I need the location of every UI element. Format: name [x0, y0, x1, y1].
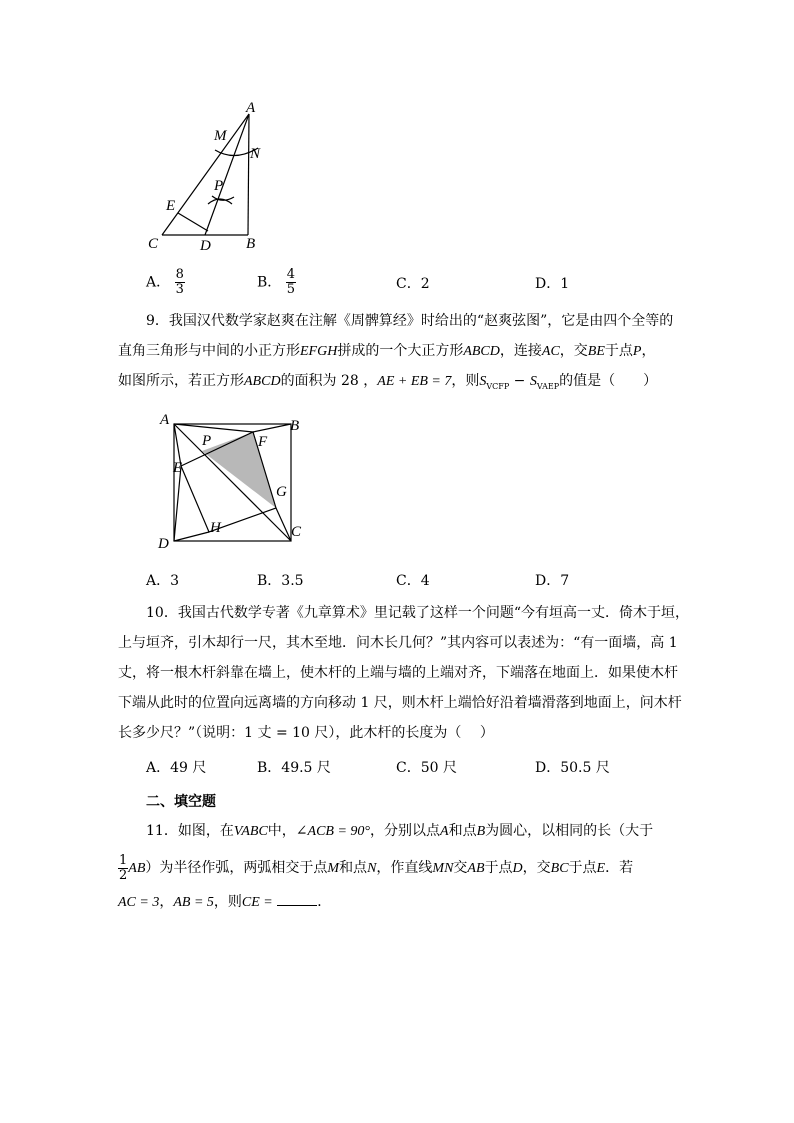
q10-option-d[interactable]: D．50.5 尺	[535, 760, 610, 776]
q10-option-a[interactable]: A．49 尺	[146, 760, 207, 776]
label-e: E	[173, 460, 183, 476]
line-fb	[253, 424, 291, 432]
label-c: C	[291, 524, 302, 540]
line-hd	[174, 532, 209, 541]
label-h: H	[210, 520, 221, 536]
q11-line-2: $\frac{1}{2}$ AB）为半径作弧，两弧相交于点M和点N，作直线MN交AB于点D，交BC于点E．若	[119, 852, 634, 883]
line-fa	[174, 424, 253, 432]
label-c: C	[148, 236, 159, 252]
label-g: G	[276, 484, 287, 500]
label-p: P	[202, 433, 212, 449]
fraction: $\frac{4}{5}$	[286, 267, 296, 297]
label-e: E	[166, 198, 176, 214]
label-b: B	[246, 236, 256, 252]
q10-line-3: 丈，将一根木杆斜靠在墙上，使木杆的上端与墙的上端对齐，下端落在地面上．如果使木杆	[118, 665, 678, 681]
q11-line-3: AC = 3，AB = 5，则CE = ．	[118, 891, 331, 913]
label-f: F	[258, 434, 268, 450]
q9-option-a[interactable]: A．3	[146, 573, 180, 589]
q8-figure	[140, 100, 270, 260]
q10-option-c[interactable]: C．50 尺	[396, 760, 457, 776]
q9-option-c[interactable]: C．4	[396, 573, 430, 589]
label-p: P	[214, 178, 224, 194]
q9-line-2: 直角三角形与中间的小正方形EFGH拼成的一个大正方形ABCD，连接AC，交BE于点P，	[118, 343, 656, 359]
q8-option-b[interactable]: B． $\frac{4}{5}$	[257, 267, 296, 297]
q10-line-4: 下端从此时的位置向远离墙的方向移动 1 尺，则木杆上端恰好沿着墙滑落到地面上，问木杆	[118, 695, 682, 711]
q10-option-b[interactable]: B．49.5 尺	[257, 760, 331, 776]
label-m: M	[214, 128, 227, 144]
side-ca	[162, 114, 249, 235]
section-heading: 二、填空题	[146, 794, 216, 810]
q8-option-a[interactable]: A． $\frac{8}{3}$	[146, 267, 184, 297]
side-ab	[248, 114, 249, 235]
label-d: D	[158, 536, 169, 552]
q9-option-b[interactable]: B．3.5	[257, 573, 304, 589]
fraction-half: $\frac{1}{2}$	[119, 852, 128, 883]
q8-option-d[interactable]: D．1	[535, 276, 570, 292]
line-ad	[205, 114, 249, 235]
label-b: B	[290, 418, 300, 434]
label-d: D	[200, 238, 211, 254]
line-ed	[174, 466, 181, 541]
q11-line-1: 11．如图，在VABC中，∠ACB = 90°，分别以点A和点B为圆心，以相同的长（大于	[146, 823, 654, 839]
q9-line-3: 如图所示，若正方形ABCD的面积为 28 ，AE + EB = 7，则$S_{VCFP} - S_{VAEP}$的值是（ ）	[118, 373, 658, 391]
q8-option-c[interactable]: C．2	[396, 276, 430, 292]
label-a: A	[246, 100, 256, 116]
q10-line-5: 长多少尺？”（说明：1 丈 = 10 尺），此木杆的长度为（ ）	[118, 725, 494, 741]
q9-figure	[150, 408, 320, 553]
label-a: A	[160, 412, 170, 428]
label-n: N	[250, 146, 261, 162]
answer-blank[interactable]	[277, 891, 317, 906]
q9-option-d[interactable]: D．7	[535, 573, 570, 589]
q10-line-2: 上与垣齐，引木却行一尺，其木至地．问木长几何？”其内容可以表述为：“有一面墙，高 1	[118, 635, 678, 651]
q9-line-1: 9．我国汉代数学家赵爽在注解《周髀算经》时给出的“赵爽弦图”，它是由四个全等的	[146, 313, 674, 329]
line-gc	[276, 508, 291, 541]
fraction: $\frac{8}{3}$	[175, 267, 184, 297]
line-ed	[178, 213, 208, 231]
q10-line-1: 10．我国古代数学专著《九章算术》里记载了这样一个问题“今有垣高一丈．倚木于垣，	[146, 605, 689, 621]
